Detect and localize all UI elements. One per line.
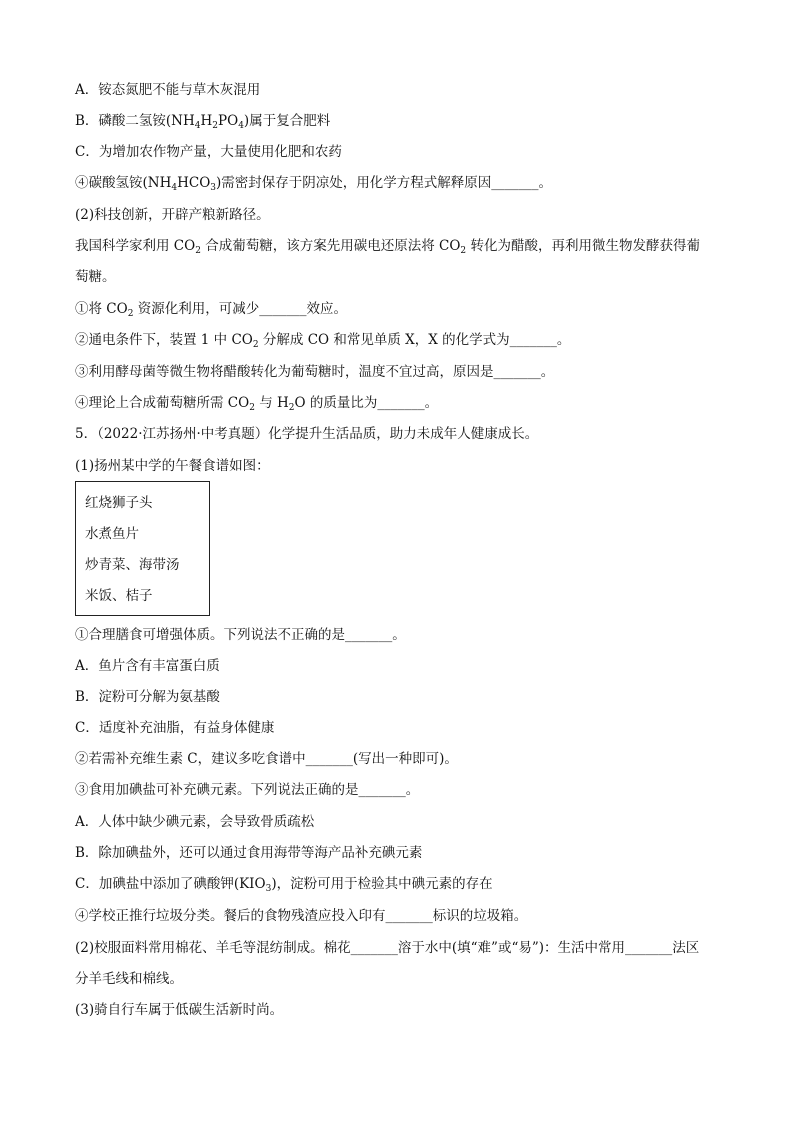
question-3-yeast: ③利用酵母菌等微生物将醋酸转化为葡萄糖时，温度不宜过高，原因是_______。	[75, 364, 555, 380]
question-4-mass-ratio: ④理论上合成葡萄糖所需 $CO_2$ 与 $H_2O$ 的质量比为_______。	[75, 395, 439, 413]
question-3-iodine: ③食用加碘盐可补充碘元素。下列说法正确的是_______。	[75, 782, 420, 798]
option-b-fertilizer: B．磷酸二氢铵$(NH_4H_2PO_4)$属于复合肥料	[75, 113, 331, 131]
option-c-iodine: C．加碘盐中添加了碘酸钾$(KIO_3)$，淀粉可用于检验其中碘元素的存在	[75, 876, 493, 894]
option-c-fertilizer: C．为增加农作物产量，大量使用化肥和农药	[75, 144, 342, 160]
option-b-iodine: B．除加碘盐外，还可以通过食用海带等海产品补充碘元素	[75, 845, 423, 861]
menu-item: 米饭、桔子	[85, 588, 153, 604]
paragraph-glucose-line1: 我国科学家利用 $CO_2$ 合成葡萄糖，该方案先用碳电还原法将 $CO_2$ 转化为醋酸，再利用微生物发酵获得葡	[75, 238, 700, 256]
sub-question-2-fabric-line2: 分羊毛线和棉线。	[75, 971, 183, 987]
option-a-diet: A．鱼片含有丰富蛋白质	[75, 658, 220, 674]
problem-5-heading: 5．（2022·江苏扬州·中考真题）化学提升生活品质，助力未成年人健康成长。	[75, 426, 539, 442]
question-4-garbage-sorting: ④学校正推行垃圾分类。餐后的食物残渣应投入印有_______标识的垃圾箱。	[75, 908, 528, 924]
question-2-vitamin-c: ②若需补充维生素 C，建议多吃食谱中_______(写出一种即可)。	[75, 751, 458, 767]
question-1-co2: ①将 $CO_2$ 资源化利用，可减少_______效应。	[75, 301, 347, 319]
option-b-diet: B．淀粉可分解为氨基酸	[75, 689, 220, 705]
lunch-menu-box	[75, 481, 210, 616]
option-a-fertilizer: A．铵态氮肥不能与草木灰混用	[75, 82, 261, 98]
question-4-ammonium-bicarbonate: ④碳酸氢铵$(NH_4HCO_3)$需密封保存于阴凉处，用化学方程式解释原因_______。	[75, 175, 553, 193]
question-1-diet: ①合理膳食可增强体质。下列说法不正确的是_______。	[75, 627, 406, 643]
menu-item: 炒青菜、海带汤	[85, 557, 180, 573]
menu-item: 红烧狮子头	[85, 495, 153, 511]
menu-item: 水煮鱼片	[85, 526, 139, 542]
sub-question-2-fabric-line1: (2)校服面料常用棉花、羊毛等混纺制成。棉花_______溶于水中(填“难”或“易”)：生活中常用_______法区	[75, 940, 700, 956]
question-2-electrolysis: ②通电条件下，装置 1 中 $CO_2$ 分解成 CO 和常见单质 X，X 的化学式为_______。	[75, 332, 571, 350]
sub-question-1-menu-intro: (1)扬州某中学的午餐食谱如图：	[75, 458, 270, 474]
section-2-heading: (2)科技创新，开辟产粮新路径。	[75, 207, 270, 223]
option-c-diet: C．适度补充油脂，有益身体健康	[75, 720, 275, 736]
paragraph-glucose-line2: 萄糖。	[75, 269, 116, 285]
sub-question-3-cycling: (3)骑自行车属于低碳生活新时尚。	[75, 1002, 284, 1018]
option-a-iodine: A．人体中缺少碘元素，会导致骨质疏松	[75, 814, 315, 830]
